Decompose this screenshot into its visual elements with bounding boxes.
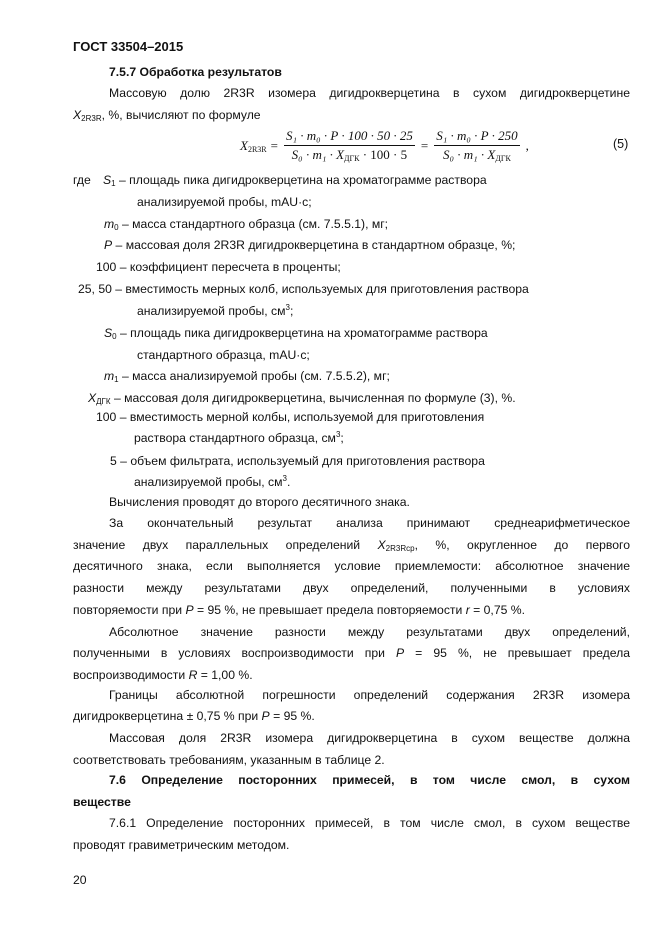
definition-m1: $m_1$ – масса анализируемой пробы (см. 7.5.5.2), мг; [104, 369, 390, 384]
equals-sign: = [420, 137, 429, 153]
paragraph-line: десятичного знака, если выполняется условие приемлемости: абсолютное значение [73, 559, 630, 573]
definition-continuation: анализируемой пробы, $см^3$. [134, 474, 291, 489]
formula-lhs: $X_{2R3R}$ [240, 137, 267, 154]
variable: X [73, 108, 82, 122]
variable-subscript: 2R3R [81, 114, 102, 123]
page-number: 20 [73, 873, 87, 887]
definition-100: 100 – коэффициент пересчета в проценты; [96, 260, 341, 274]
definition-x-dgk: $X_{ДГК}$ – массовая доля дигидрокверцетина, вычисленная по формуле (3), %. [88, 391, 516, 406]
paragraph-line: разности между результатами двух определений, полученными в условиях [73, 581, 630, 595]
paragraph-line: соответствовать требованиям, указанным в таблице 2. [73, 753, 385, 767]
definition-25-50: 25, 50 – вместимость мерных колб, используемых для приготовления раствора [78, 282, 529, 296]
comma: , [525, 137, 529, 153]
definition-100-flask: 100 – вместимость мерной колбы, используемой для приготовления [96, 410, 485, 424]
paragraph-line: повторяемости при P = 95 %, не превышает предела повторяемости r = 0,75 %. [73, 603, 525, 617]
definition-s0: $S_0$ – площадь пика дигидрокверцетина на хроматограмме раствора [104, 326, 488, 341]
paragraph-line: Массовую долю 2R3R изомера дигидрокверцетина в сухом дигидрокверцетине [109, 86, 630, 100]
paragraph-line: Вычисления проводят до второго десятичного знака. [109, 495, 410, 509]
paragraph-line: Массовая доля 2R3R изомера дигидрокверцетина в сухом веществе должна [109, 731, 630, 745]
definition-p: P – массовая доля 2R3R дигидрокверцетина в стандартном образце, %; [104, 238, 516, 252]
paragraph-line [73, 107, 261, 127]
definition-5: 5 – объем фильтрата, используемый для приготовления раствора [110, 454, 485, 468]
section-heading: 7.5.7 Обработка результатов [109, 65, 282, 79]
definition-m0: $m_0$ – масса стандартного образца (см. 7.5.5.1), мг; [104, 217, 389, 232]
definition-continuation: стандартного образца, mAU·c; [137, 348, 310, 362]
equals-sign: = [270, 137, 278, 153]
equation-number: (5) [613, 137, 629, 151]
paragraph-line: Абсолютное значение разности между результатами двух определений, [109, 625, 630, 639]
paragraph-line: Границы абсолютной погрешности определений содержания 2R3R изомера [109, 688, 630, 702]
definition-continuation: анализируемой пробы, mAU·c; [137, 195, 312, 209]
text: , %, вычисляют по формуле [101, 108, 261, 122]
paragraph-line: значение двух параллельных определений $X_{2R3Rср}$, %, округленное до первого [73, 538, 630, 553]
formula [240, 128, 529, 163]
paragraph-line: проводят гравиметрическим методом. [73, 838, 290, 852]
paragraph-line: полученными в условиях воспроизводимости при P = 95 %, не превышает предела [73, 646, 630, 660]
definition-continuation: раствора стандартного образца, $см^3$; [134, 430, 344, 445]
paragraph-line: воспроизводимости R = 1,00 %. [73, 668, 253, 682]
definition-continuation: анализируемой пробы, $см^3$; [137, 303, 294, 318]
section-heading-7-6-cont: веществе [73, 795, 131, 809]
fraction: $\frac{\text{S₁ · m₀ · P · 100 · 50 · 25}}{S_0 \cdot m_1 \cdot X_{ДГК} \cdot 100 \cdot 5}$ [285, 128, 413, 163]
section-heading-7-6: 7.6 Определение посторонних примесей, в том числе смол, в сухом [109, 773, 630, 787]
definition-s1: $S_1$ – площадь пика дигидрокверцетина на хроматограмме раствора [103, 173, 487, 188]
where-label: где [73, 173, 91, 187]
fraction: $\frac{\text{S₁ · m₀ · P · 250}}{S_0 \cdot m_1 \cdot X_{ДГК}}$ [436, 128, 518, 163]
paragraph-line: дигидрокверцетина ± 0,75 % при P = 95 %. [73, 709, 315, 723]
document-header: ГОСТ 33504–2015 [73, 39, 184, 54]
paragraph-line: За окончательный результат анализа принимают среднеарифметическое [109, 516, 630, 530]
paragraph-line: 7.6.1 Определение посторонних примесей, в том числе смол, в сухом веществе [109, 816, 630, 830]
